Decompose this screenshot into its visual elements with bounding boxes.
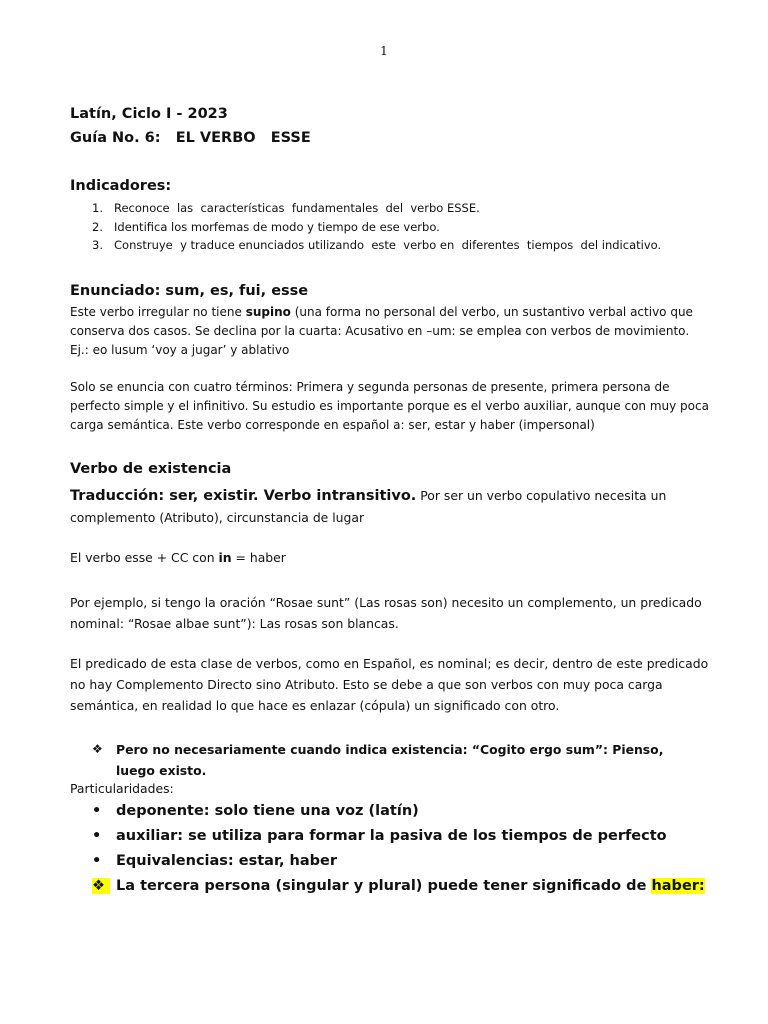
- list-item: 2. Identifica los morfemas de modo y tiempo de ese verbo.: [92, 219, 440, 234]
- indicadores-heading: Indicadores:: [70, 178, 172, 194]
- particularidad-item: • Equivalencias: estar, haber: [92, 853, 337, 869]
- indicadores-list: [92, 201, 661, 257]
- guide-title: Guía No. 6: EL VERBO ESSE: [70, 130, 311, 146]
- highlighted-word: haber:: [651, 878, 705, 894]
- particularidad-item: • auxiliar: se utiliza para formar la pasiva de los tiempos de perfecto: [92, 828, 667, 844]
- nota-item: ❖ Pero no necesariamente cuando indica existencia: “Cogito ergo sum”: Pienso, luego existo.: [92, 739, 692, 781]
- particularidad-item-haber: ❖ La tercera persona (singular y plural) puede tener significado de haber:: [92, 878, 705, 894]
- diamond-bullet-icon: ❖: [92, 742, 103, 756]
- list-item: 3. Construye y traduce enunciados utilizando este verbo en diferentes tiempos del indicativo.: [92, 238, 662, 252]
- particularidades-heading: Particularidades:: [70, 781, 174, 796]
- page-number: 1: [380, 44, 388, 58]
- particularidad-item: • deponente: solo tiene una voz (latín): [92, 803, 419, 819]
- diamond-bullet-icon: ❖: [92, 878, 110, 894]
- formula-line: El verbo esse + CC con in = haber: [70, 550, 286, 565]
- dot-bullet-icon: •: [92, 803, 102, 819]
- enunciado-paragraph-2: Solo se enuncia con cuatro términos: Primera y segunda personas de presente, primera persona de perfecto simple y el infinitivo. Su estudio es importante porque es el verbo auxiliar, aunque con muy poca carga semántica. Este verbo corresponde en español a: ser, estar y haber (impersonal): [70, 380, 709, 432]
- dot-bullet-icon: •: [92, 853, 102, 869]
- dot-bullet-icon: •: [92, 828, 102, 844]
- predicado-paragraph: El predicado de esta clase de verbos, como en Español, es nominal; es decir, dentro de este predicado no hay Complemento Directo sino Atributo. Esto se debe a que son verbos con muy poca carga semántica, en realidad lo que hace es enlazar (cópula) un significado con otro.: [70, 656, 709, 713]
- existencia-heading: Verbo de existencia: [70, 461, 232, 477]
- ejemplo-paragraph: Por ejemplo, si tengo la oración “Rosae sunt” (Las rosas son) necesito un complemento, un predicado nominal: “Rosae albae sunt”): Las rosas son blancas.: [70, 595, 702, 631]
- enunciado-paragraph: Este verbo irregular no tiene supino (una forma no personal del verbo, un sustantivo verbal activo que conserva dos casos. Se declina por la cuarta: Acusativo en –um: se emplea con verbos de movimiento. Ej.: eo lusum ‘voy a jugar’ y ablativo: [70, 305, 693, 357]
- list-item: 1. Reconoce las características fundamentales del verbo ESSE.: [92, 201, 480, 215]
- course-title: Latín, Ciclo I - 2023: [70, 106, 228, 122]
- enunciado-heading: Enunciado: sum, es, fui, esse: [70, 283, 309, 299]
- traduccion-paragraph: Traducción: ser, existir. Verbo intransitivo. Por ser un verbo copulativo necesita un complemento (Atributo), circunstancia de lugar: [70, 488, 667, 525]
